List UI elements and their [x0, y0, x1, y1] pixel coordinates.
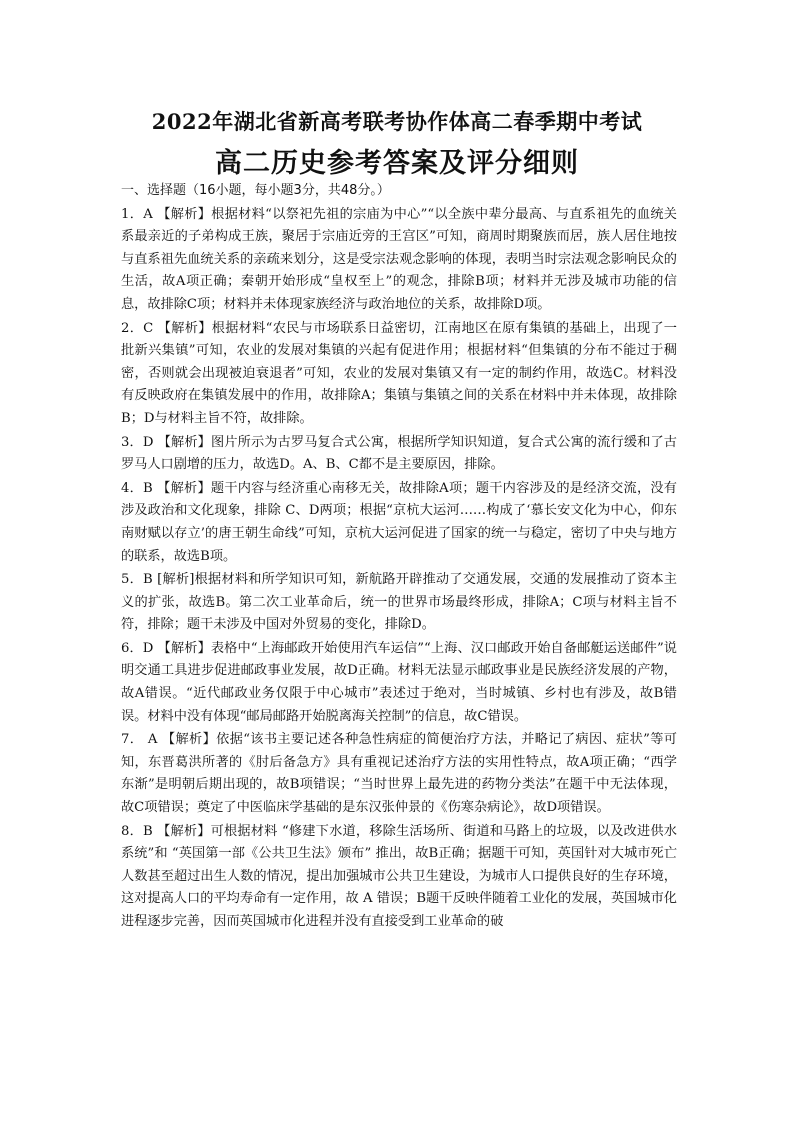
answer-item-4: 4．B 【解析】题干内容与经济重心南移无关，故排除A项；题干内容涉及的是经济交流，没有涉及政治和文化现象，排除 C、D两项；根据“京杭大运河……构成了‘慕长安文化为中心，仰东南财赋以存立’的唐王朝生命线”可知，京杭大运河促进了国家的统一与稳定，密切了中央与地方的联系，故选B项。 — [121, 480, 677, 564]
answer-item-2: 2．C 【解析】根据材料“农民与市场联系日益密切，江南地区在原有集镇的基础上，出现了一批新兴集镇”可知，农业的发展对集镇的兴起有促进作用；根据材料“但集镇的分布不能过于稠密，否则就会出现被迫衰退者”可知，农业的发展对集镇又有一定的制约作用，故选C。材料没有反映政府在集镇发展中的作用，故排除A；集镇与集镇之间的关系在材料中并未体现，故排除B；D与材料主旨不符，故排除。 — [121, 320, 677, 426]
answer-item-5: 5．B [解析]根据材料和所学知识可知，新航路开辟推动了交通发展，交通的发展推动了资本主义的扩张，故选B。第二次工业革命后，统一的世界市场最终形成，排除A；C项与材料主旨不符，排除；题干未涉及中国对外贸易的变化，排除D。 — [121, 572, 677, 633]
answer-item-6: 6．D 【解析】表格中“上海邮政开始使用汽车运信”“上海、汉口邮政开始自备邮艇运送邮件”说明交通工具进步促进邮政事业发展，故D正确。材料无法显示邮政事业是民族经济发展的产物，故A错误。“近代邮政业务仅限于中心城市”表述过于绝对，当时城镇、乡村也有涉及，故B错误。材料中没有体现“邮局邮路开始脱离海关控制”的信息，故C错误。 — [121, 640, 677, 724]
exam-title: 2022年湖北省新高考联考协作体高二春季期中考试 — [151, 109, 643, 134]
answer-item-7: 7． A 【解析】依据“该书主要记述各种急性病症的简便治疗方法，并略记了病因、症状”等可知，东晋葛洪所著的《肘后备急方》具有重视记述治疗方法的实用性特点，故A项正确；“西学东渐”是明朝后期出现的，故B项错误；“当时世界上最先进的药物分类法”在题干中无法体现，故C项错误；奠定了中医临床学基础的是东汉张仲景的《伤寒杂病论》，故D项错误。 — [121, 732, 677, 816]
answer-item-3: 3．D 【解析】图片所示为古罗马复合式公寓，根据所学知识知道，复合式公寓的流行缓和了古罗马人口剧增的压力，故选D。A、B、C都不是主要原因，排除。 — [121, 434, 677, 473]
section-heading: 一、选择题（16小题，每小题3分，共48分。） — [121, 183, 390, 198]
answer-body — [121, 180, 677, 935]
answer-item-1: 1．A 【解析】根据材料“以祭祀先祖的宗庙为中心”“以全族中辈分最高、与直系祖先的血统关系最亲近的子弟构成王族，聚居于宗庙近旁的王宫区”可知，商周时期聚族而居，族人居住地按与直系祖先血统关系的亲疏来划分，这是受宗法观念影响的体现，表明当时宗法观念影响民众的生活，故A项正确；秦朝开始形成“皇权至上”的观念，排除B项；材料并无涉及城市功能的信息，故排除C项；材料并未体现家族经济与政治地位的关系，故排除D项。 — [121, 206, 677, 312]
answer-item-8: 8．B 【解析】可根据材料 “修建下水道，移除生活场所、街道和马路上的垃圾，以及改进供水系统”和 “英国第一部《公共卫生法》颁布” 推出，故B正确；据题干可知，英国针对大城市死亡人数甚至超过出生人数的情况，提出加强城市公共卫生建设，为城市人口提供良好的生存环境，这对提高人口的平均寿命有一定作用，故 A 错误；B题干反映伴随着工业化的发展，英国城市化进程逐步完善，因而英国城市化进程并没有直接受到工业革命的破 — [121, 823, 677, 929]
answer-key-title: 高二历史参考答案及评分细则 — [215, 148, 579, 179]
